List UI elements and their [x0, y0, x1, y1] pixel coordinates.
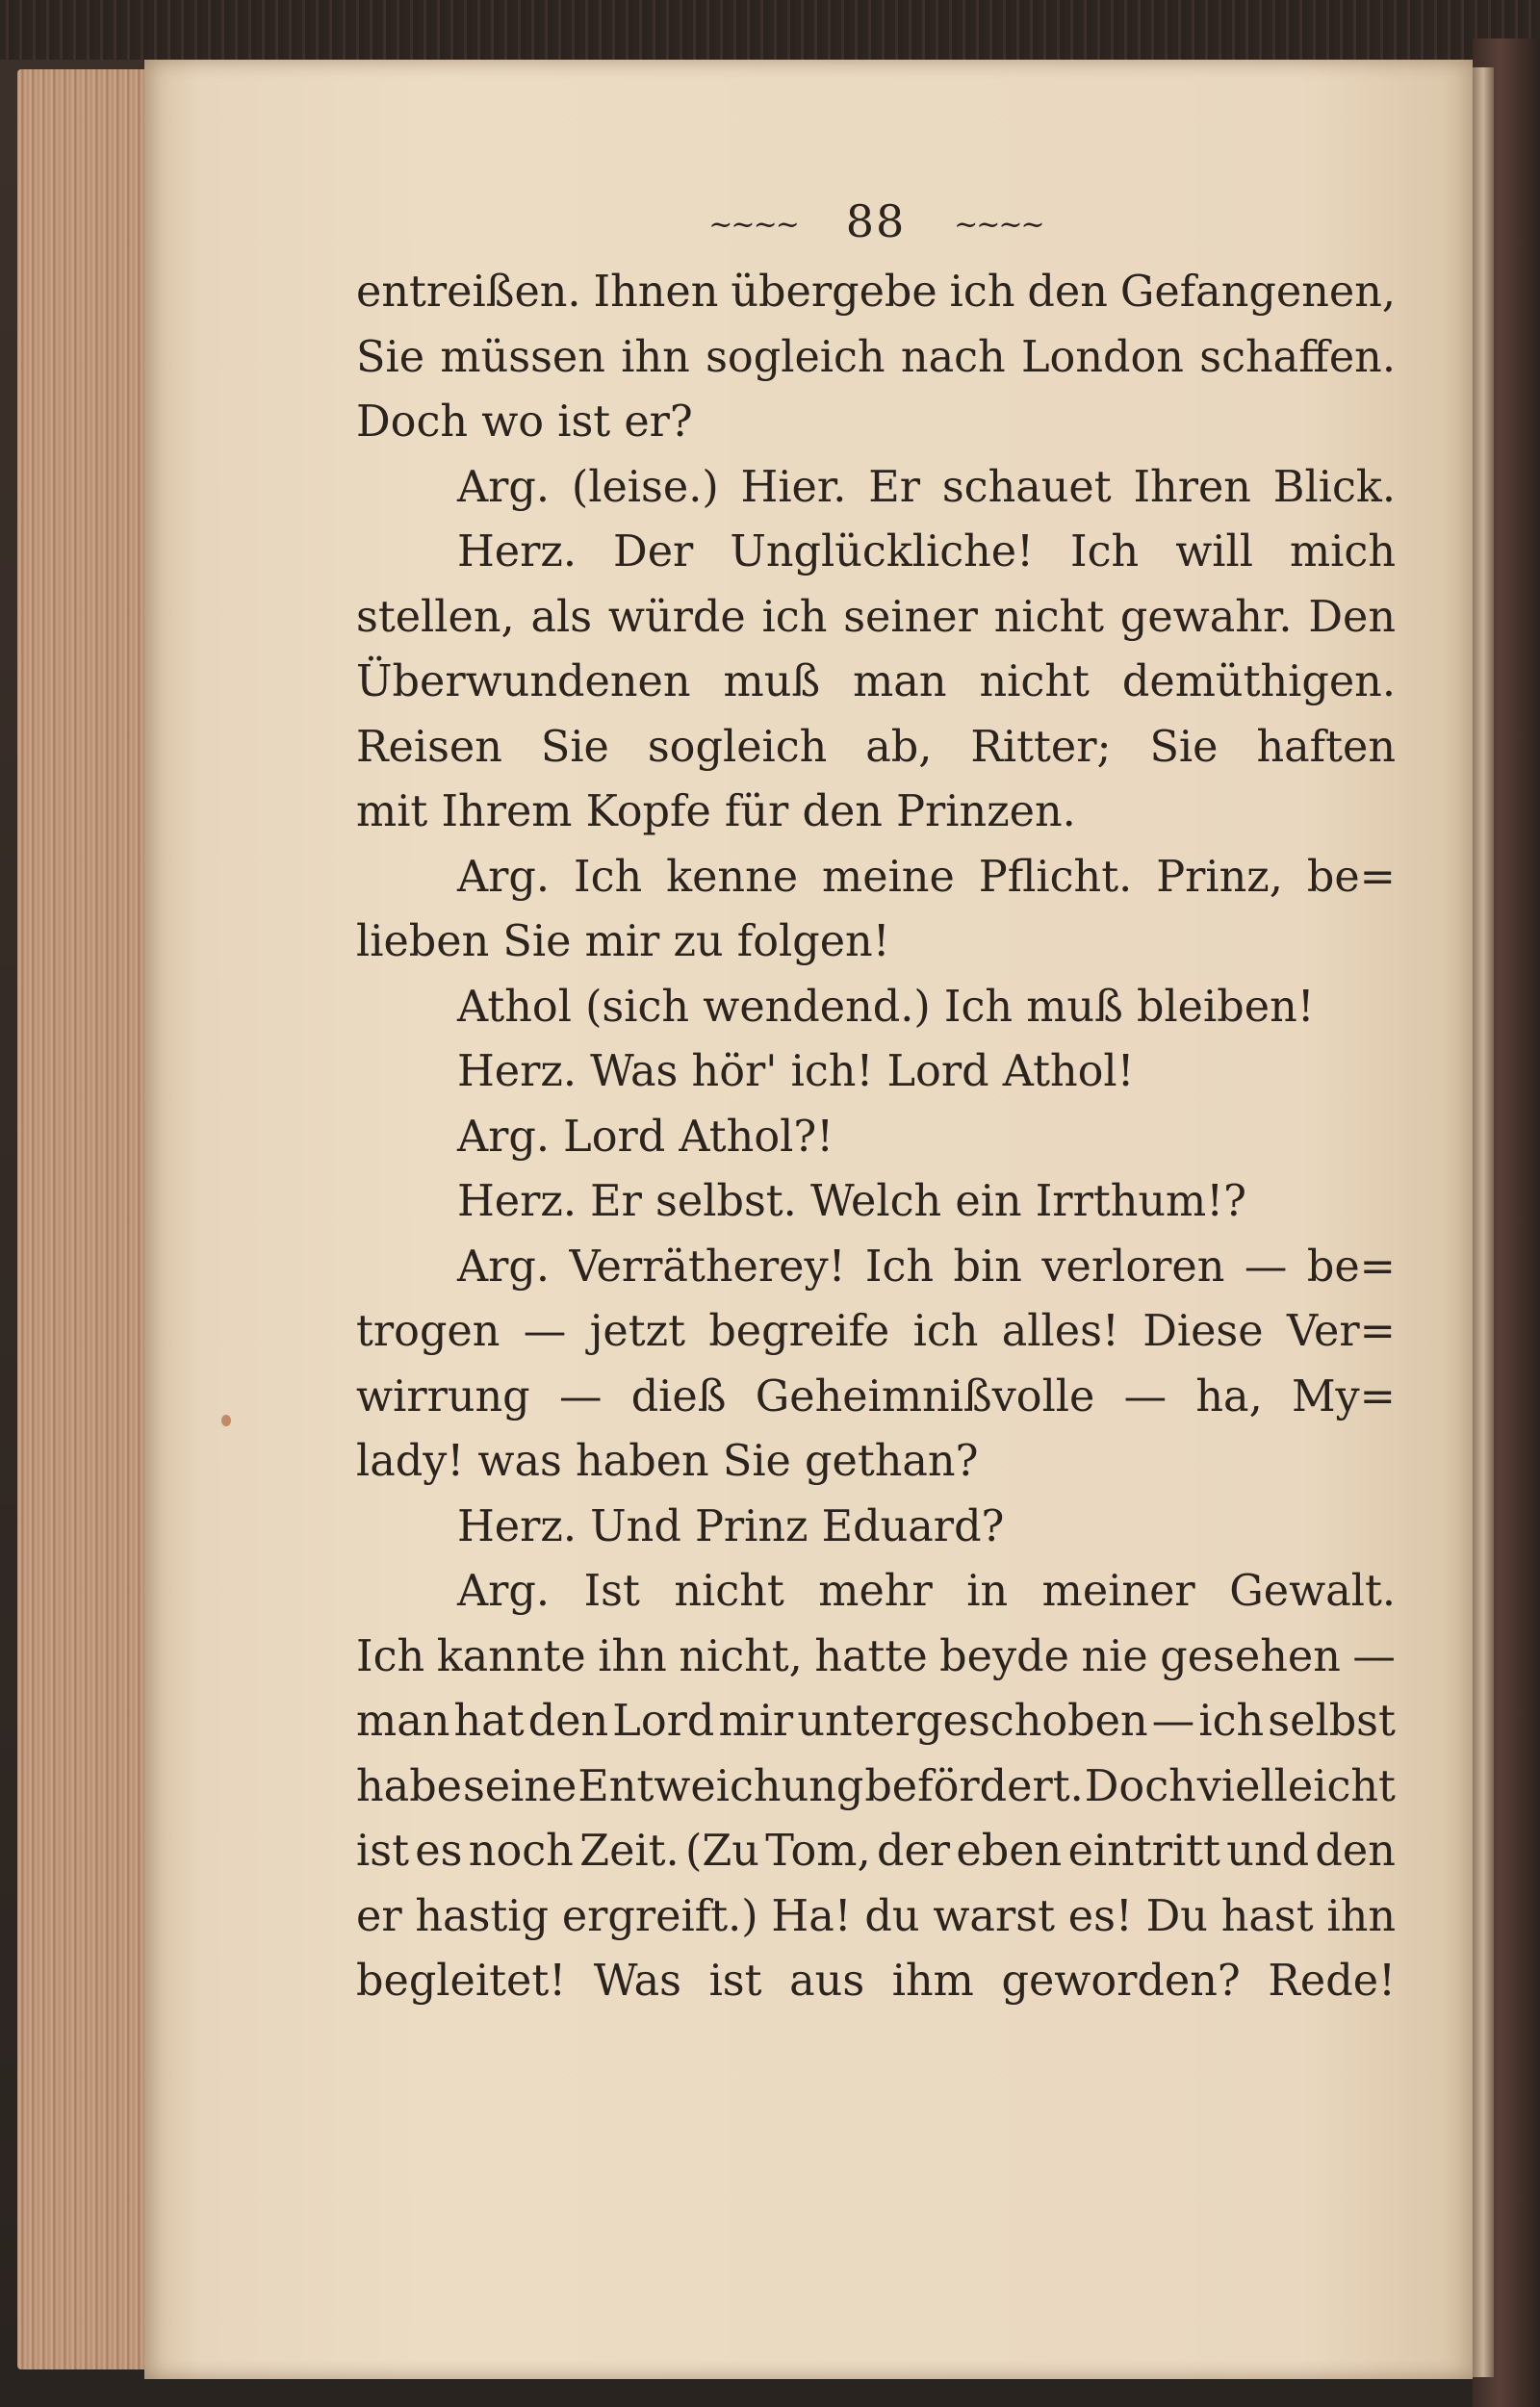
text-line: man hat den Lord mir untergeschoben — ich selbst: [356, 1697, 1396, 1746]
text-line: Herz. Er selbst. Welch ein Irrthum!?: [457, 1177, 1246, 1226]
ornament-right: ~~~~: [954, 208, 1043, 242]
text-line: ist es noch Zeit. (Zu Tom, der eben eintritt und den: [356, 1827, 1396, 1876]
text-line: Athol (sich wendend.) Ich muß bleiben!: [457, 982, 1315, 1032]
text-line: entreißen. Ihnen übergebe ich den Gefangenen,: [356, 268, 1396, 317]
text-line: Arg. Verrätherey! Ich bin verloren — be=: [457, 1242, 1396, 1292]
text-line: mit Ihrem Kopfe für den Prinzen.: [356, 787, 1076, 836]
text-line: er hastig ergreift.) Ha! du warst es! Du hast ihn: [356, 1891, 1396, 1941]
text-line: Herz. Der Unglückliche! Ich will mich: [457, 527, 1396, 576]
text-line: stellen, als würde ich seiner nicht gewahr. Den: [356, 592, 1396, 642]
page-number: 88: [845, 195, 907, 247]
text-line: lieben Sie mir zu folgen!: [356, 917, 890, 966]
text-line: Arg. Ist nicht mehr in meiner Gewalt.: [457, 1567, 1396, 1616]
next-page-edge: [1473, 67, 1494, 2377]
text-line: wirrung — dieß Geheimnißvolle — ha, My=: [356, 1371, 1396, 1421]
text-line: Doch wo ist er?: [356, 397, 693, 447]
text-line: Sie müssen ihn sogleich nach London schaffen.: [356, 332, 1396, 382]
text-line: trogen — jetzt begreife ich alles! Diese Ver=: [356, 1307, 1396, 1356]
text-line: lady! was haben Sie gethan?: [356, 1437, 979, 1486]
text-line: Arg. Lord Athol?!: [457, 1112, 834, 1162]
text-line: habe seine Entweichung befördert. Doch vielleicht: [356, 1761, 1396, 1811]
text-line: Reisen Sie sogleich ab, Ritter; Sie haften: [356, 722, 1396, 772]
text-line: Arg. (leise.) Hier. Er schauet Ihren Blick.: [457, 462, 1396, 512]
text-line: Ich kannte ihn nicht, hatte beyde nie gesehen —: [356, 1631, 1396, 1681]
text-line: Überwundenen muß man nicht demüthigen.: [356, 657, 1396, 706]
book-cover-top: [0, 0, 1540, 60]
page-edges: [17, 69, 162, 2369]
text-line: begleitet! Was ist aus ihm geworden? Rede!: [356, 1957, 1396, 2006]
text-line: Arg. Ich kenne meine Pflicht. Prinz, be=: [457, 852, 1396, 902]
ornament-left: ~~~~: [708, 208, 798, 242]
page-text-block: [356, 192, 1396, 2014]
page-header: [356, 192, 1396, 254]
text-line: Herz. Und Prinz Eduard?: [457, 1501, 1005, 1551]
body-text: [356, 260, 1396, 2014]
text-line: Herz. Was hör' ich! Lord Athol!: [457, 1047, 1135, 1096]
paper-stain: [221, 1415, 231, 1426]
